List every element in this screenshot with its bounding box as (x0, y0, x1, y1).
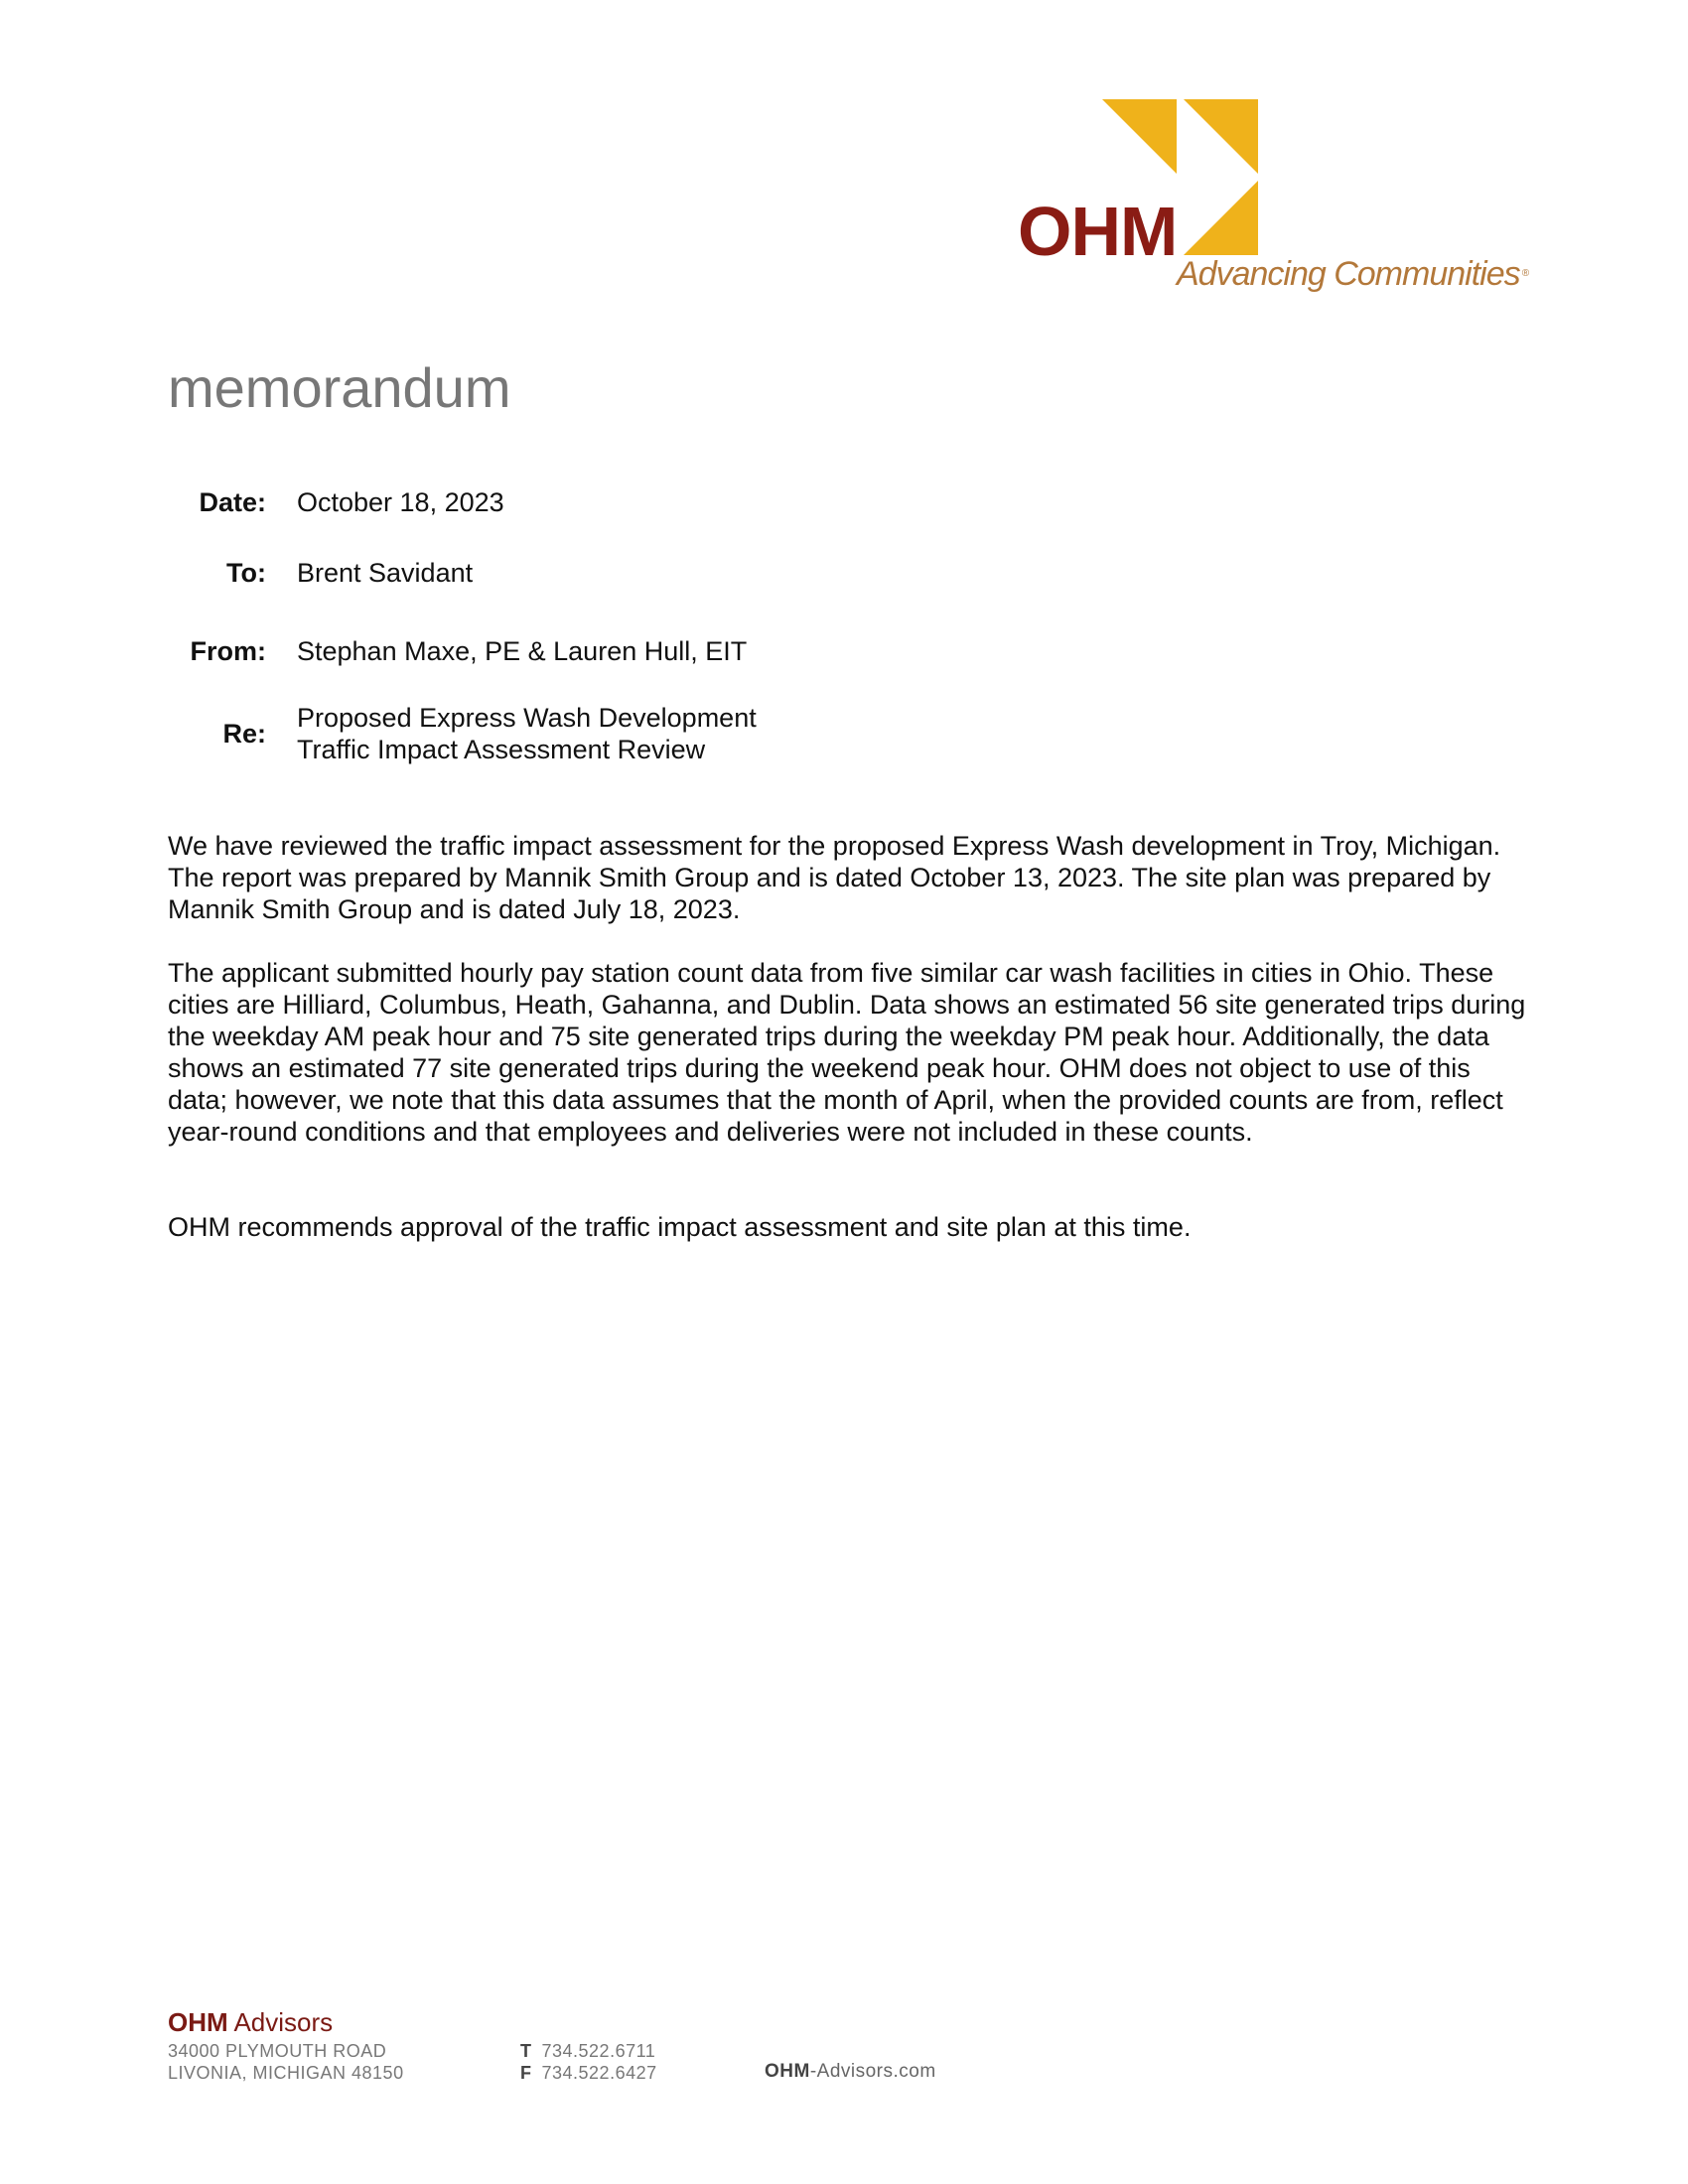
logo-wordmark: OHM (1018, 193, 1178, 270)
to-value: Brent Savidant (297, 558, 474, 588)
registered-mark: ® (1521, 268, 1528, 279)
phone-key: T (520, 2041, 532, 2061)
phone-value: 734.522.6711 (541, 2041, 656, 2061)
to-label: To: (226, 558, 266, 588)
fax-key: F (520, 2063, 532, 2083)
logo-tagline-text: Advancing Communities (1177, 255, 1520, 293)
ohm-logo (1018, 97, 1528, 296)
from-label: From: (190, 636, 266, 666)
footer-address-line-2: LIVONIA, MICHIGAN 48150 (168, 2063, 404, 2083)
from-value: Stephan Maxe, PE & Lauren Hull, EIT (297, 636, 748, 666)
footer-company-name (168, 2007, 333, 2037)
footer-fax (520, 2062, 657, 2084)
body-paragraph-3: OHM recommends approval of the traffic impact assessment and site plan at this time. (168, 1212, 1192, 1242)
re-label: Re: (222, 719, 266, 749)
footer-company-bold: OHM (168, 2007, 228, 2037)
fax-value: 734.522.6427 (541, 2063, 657, 2083)
body-paragraph-1: We have reviewed the traffic impact assessment for the proposed Express Wash development in Troy, Michigan. The report was prepared by Mannik Smith Group and is dated October 13, 2023. The site plan was prepared by Mannik Smith Group and is dated July 18, 2023. (168, 831, 1501, 924)
re-line-2: Traffic Impact Assessment Review (297, 735, 706, 764)
footer-phone (520, 2040, 655, 2062)
footer-web-bold: OHM (765, 2061, 810, 2082)
page-title: memorandum (168, 356, 511, 419)
date-value: October 18, 2023 (297, 487, 504, 517)
re-line-1: Proposed Express Wash Development (297, 703, 757, 733)
footer-web-rest: -Advisors.com (809, 2061, 936, 2082)
footer-company-rest: Advisors (227, 2007, 334, 2037)
date-label: Date: (199, 487, 266, 517)
body-paragraph-2: The applicant submitted hourly pay station count data from five similar car wash facilities in cities in Ohio. These cities are Hilliard, Columbus, Heath, Gahanna, and Dublin. Data shows an estimated 56 site generated trips during the weekday AM peak hour and 75 site generated trips during the weekday PM peak hour. Additionally, the data shows an estimated 77 site generated trips during the weekend peak hour. OHM does not object to use of this data; however, we note that this data assumes that the month of April, when the provided counts are from, reflect year-round conditions and that employees and deliveries were not included in these counts. (168, 958, 1526, 1147)
logo-tagline (1177, 254, 1528, 294)
footer-website-link[interactable] (765, 2061, 936, 2083)
footer-address-line-1: 34000 PLYMOUTH ROAD (168, 2041, 387, 2061)
